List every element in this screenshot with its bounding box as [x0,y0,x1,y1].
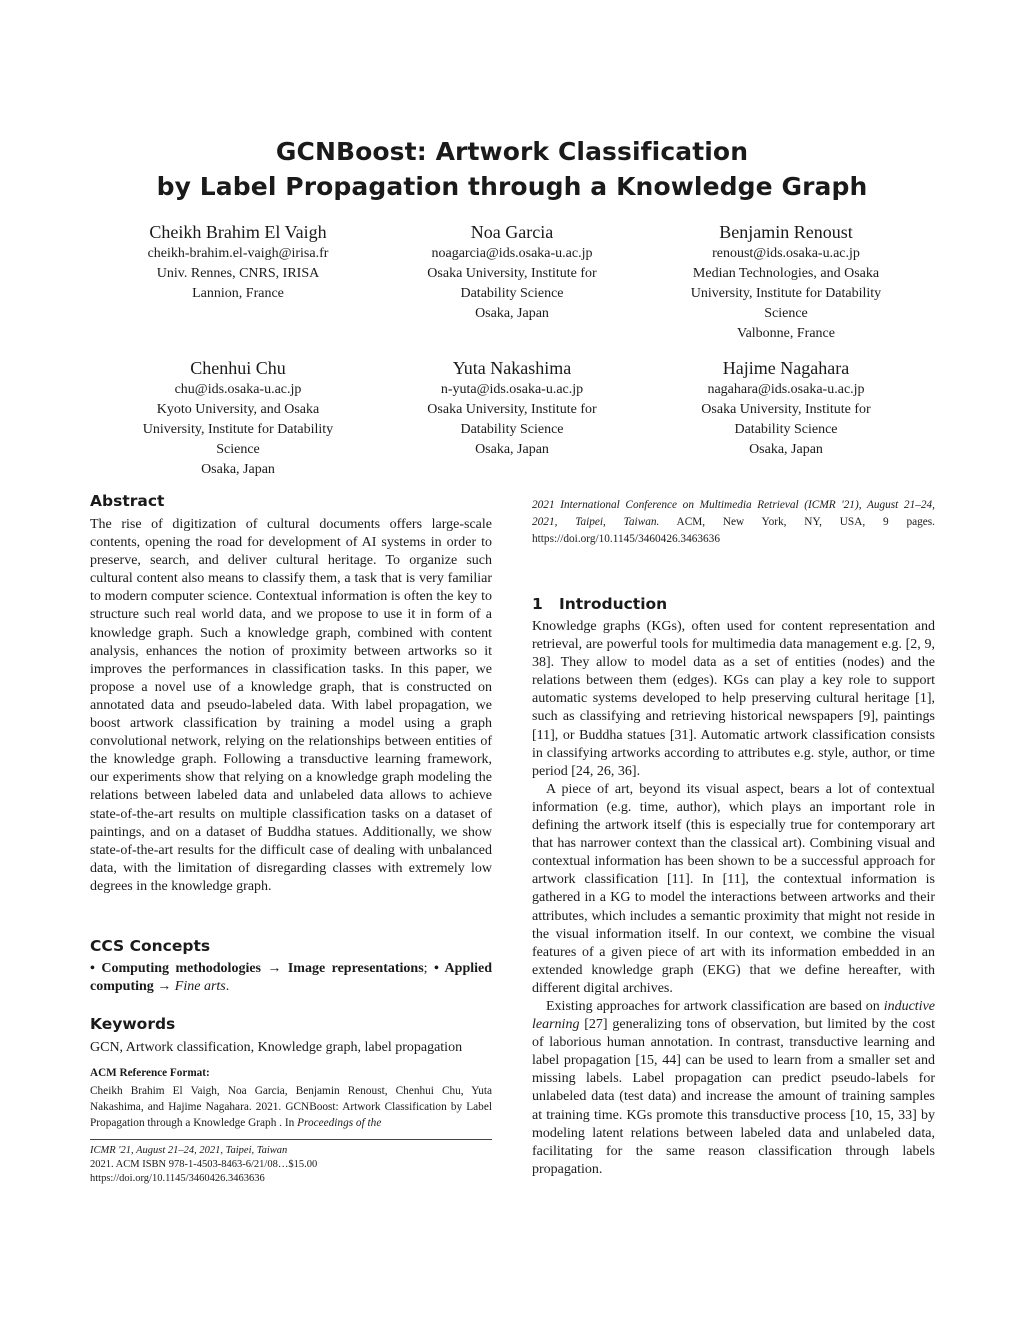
abstract-text: The rise of digitization of cultural documents offers large-scale contents, opening the road for development of AI systems in order to preserve, search, and deliver cultural heritage. To organize such cultural content also means to classify them, a task that is very familiar to modern computer science. Contextual information is often the key to structure such real world data, and we propose to use it in form of a knowledge graph. Such a knowledge graph, combined with content analysis, enhances the notion of proximity between artworks so it improves the performances in classification tasks. In this paper, we propose a novel use of a knowledge graph, that is constructed on annotated data and pseudo-labeled data. With label propagation, we boost artwork classification by training a model using a graph convolutional network, relying on the relationships between entities of the knowledge graph. Following a transductive learning framework, our experiments show that relying on a knowledge graph modeling the relations between labeled data and unlabeled data allows to achieve state-of-the-art results on multiple classification tasks on a dataset of paintings, and on a dataset of Buddha statues. Additionally, we show state-of-the-art results for the difficult case of dealing with unbalanced data, with the limitation of disregarding classes with extremely low degrees in the knowledge graph. [90,517,492,894]
reference-continuation-italic: 2021 International Conference on Multimedia Retrieval (ICMR '21), August 21–24, 2021, Taipei, Taiwan. [532,499,935,528]
footnote-venue: ICMR '21, August 21–24, 2021, Taipei, Taiwan [90,1145,288,1156]
footnote-doi: https://doi.org/10.1145/3460426.3463636 [90,1173,265,1184]
author-email: nagahara@ids.osaka-u.ac.jp [707,382,865,397]
author-affiliation: Univ. Rennes, CNRS, IRISA [156,266,320,281]
author-block [650,356,922,460]
author-name: Hajime Nagahara [722,358,850,378]
author-email: chu@ids.osaka-u.ac.jp [174,382,302,397]
footnote-rule [90,1139,492,1140]
abstract-heading: Abstract [90,492,165,510]
keywords-heading: Keywords [90,1015,176,1033]
author-location: Valbonne, France [737,326,835,341]
author-name: Cheikh Brahim El Vaigh [149,222,327,242]
author-email: n-yuta@ids.osaka-u.ac.jp [440,382,584,397]
ccs-end: . [225,979,230,995]
abstract-section [90,491,492,896]
ccs-section [90,936,492,996]
intro-paragraph-1: Knowledge graphs (KGs), often used for content representation and retrieval, are powerful tools for multimedia data management e.g. [2, 9, 38]. They allow to model data as a set of entities (nodes) and the relations between them (edges). KGs can play a key role to support automatic systems developed to help preserving cultural heritage [1], such as classifying and retrieving historical newspapers [9], paintings [11], or Buddha statues [31]. Automatic artwork classification consists in classifying artworks according to attributes e.g. style, author, or time period [24, 26, 36]. [532,619,935,779]
title-line-2: by Label Propagation through a Knowledge Graph [156,172,868,201]
author-affiliation: Median Technologies, and Osaka [692,266,880,281]
reference-continuation [532,497,935,548]
reference-continuation-rest: ACM, New York, NY, USA, 9 pages. https://doi.org/10.1145/3460426.3463636 [532,516,935,545]
author-affiliation: Osaka University, Institute for [427,402,597,417]
author-location: Osaka, Japan [475,306,549,321]
author-affiliation: Kyoto University, and Osaka [156,402,320,417]
author-name: Benjamin Renoust [719,222,853,242]
author-affiliation: Datability Science [460,422,564,437]
introduction-section [532,594,935,1179]
author-location: Lannion, France [192,286,284,301]
author-affiliation: University, Institute for Datability [690,286,882,301]
author-affiliation: University, Institute for Datability [142,422,334,437]
ccs-heading: CCS Concepts [90,937,211,955]
acm-reference-body: Cheikh Brahim El Vaigh, Noa Garcia, Benjamin Renoust, Chenhui Chu, Yuta Nakashima, and Hajime Nagahara. 2021. GCNBoost: Artwork Classification by Label Propagation through a Knowledge Graph . In [90,1084,492,1129]
acm-reference [90,1066,492,1131]
ccs-concept-2: • Applied computing → [90,961,493,995]
author-name: Yuta Nakashima [452,358,572,378]
author-block [376,356,648,460]
author-email: renoust@ids.osaka-u.ac.jp [712,246,860,261]
intro-p3-end: [27] generalizing tons of observation, but limited by the cost of laborious human annotation. In contrast, transductive learning and label propagation [15, 44] can be used to learn from a smaller set and missing labels. Label propagation can predict pseudo-labels for unlabeled data (test data) and increase the amount of training samples at training time. KGs promote this transductive process [10, 15, 33] by modeling latent relations between labeled data and unlabeled data, facilitating for the same reason classification through labels propagation. [532,1017,935,1177]
acm-reference-heading: ACM Reference Format: [90,1067,210,1079]
author-block [102,220,374,304]
author-location: Osaka, Japan [201,462,275,477]
acm-reference-italic: Proceedings of the [297,1116,382,1129]
author-location: Osaka, Japan [749,442,823,457]
author-name: Chenhui Chu [190,358,286,378]
ccs-concept-1: • Computing methodologies → Image representations [90,961,424,976]
intro-paragraph-2: A piece of art, beyond its visual aspect, bears a lot of contextual information (e.g. time, author), which plays an important role in defining the artwork itself (this is especially true for contemporary art that has narrower context than the classical art). Combining visual and contextual information has been shown to be a successful approach for artwork classification [11]. In [11], the contextual information is gathered in a KG to model the interactions between artworks and their attributes, which includes a semantic proximity that might not reside in the visual information itself. In our context, we combine the visual features of a given piece of art with its information embedded in an extended knowledge graph (EKG) that we define hereafter, with different digital archives. [532,781,935,996]
ccs-concept-2-leaf: Fine arts [174,979,226,995]
reference-continuation-text [532,497,935,548]
author-name: Noa Garcia [470,222,554,242]
intro-paragraph-3 [532,998,935,1179]
intro-p3-start: Existing approaches for artwork classification are based on [546,998,884,1014]
paper-title [0,134,1024,204]
keywords-text: GCN, Artwork classification, Knowledge graph, label propagation [90,1040,463,1055]
author-block [376,220,648,324]
introduction-heading: 1 Introduction [532,595,668,613]
author-affiliation: Science [764,306,808,321]
author-affiliation: Datability Science [734,422,838,437]
author-location: Osaka, Japan [475,442,549,457]
author-block [102,356,374,480]
author-email: noagarcia@ids.osaka-u.ac.jp [431,246,593,261]
intro-p3-italic: inductive learning [532,998,935,1033]
ccs-text [90,960,492,996]
keywords-section [90,1014,492,1057]
acm-reference-text [90,1083,492,1131]
footnote-isbn: 2021. ACM ISBN 978-1-4503-8463-6/21/08…$15.00 [90,1159,318,1170]
ccs-separator: ; [423,961,434,976]
title-line-1: GCNBoost: Artwork Classification [275,137,749,166]
author-block [650,220,922,344]
author-email: cheikh-brahim.el-vaigh@irisa.fr [147,246,329,261]
author-affiliation: Science [216,442,260,457]
footnote [90,1144,492,1186]
author-affiliation: Osaka University, Institute for [701,402,871,417]
author-affiliation: Osaka University, Institute for [427,266,597,281]
author-affiliation: Datability Science [460,286,564,301]
